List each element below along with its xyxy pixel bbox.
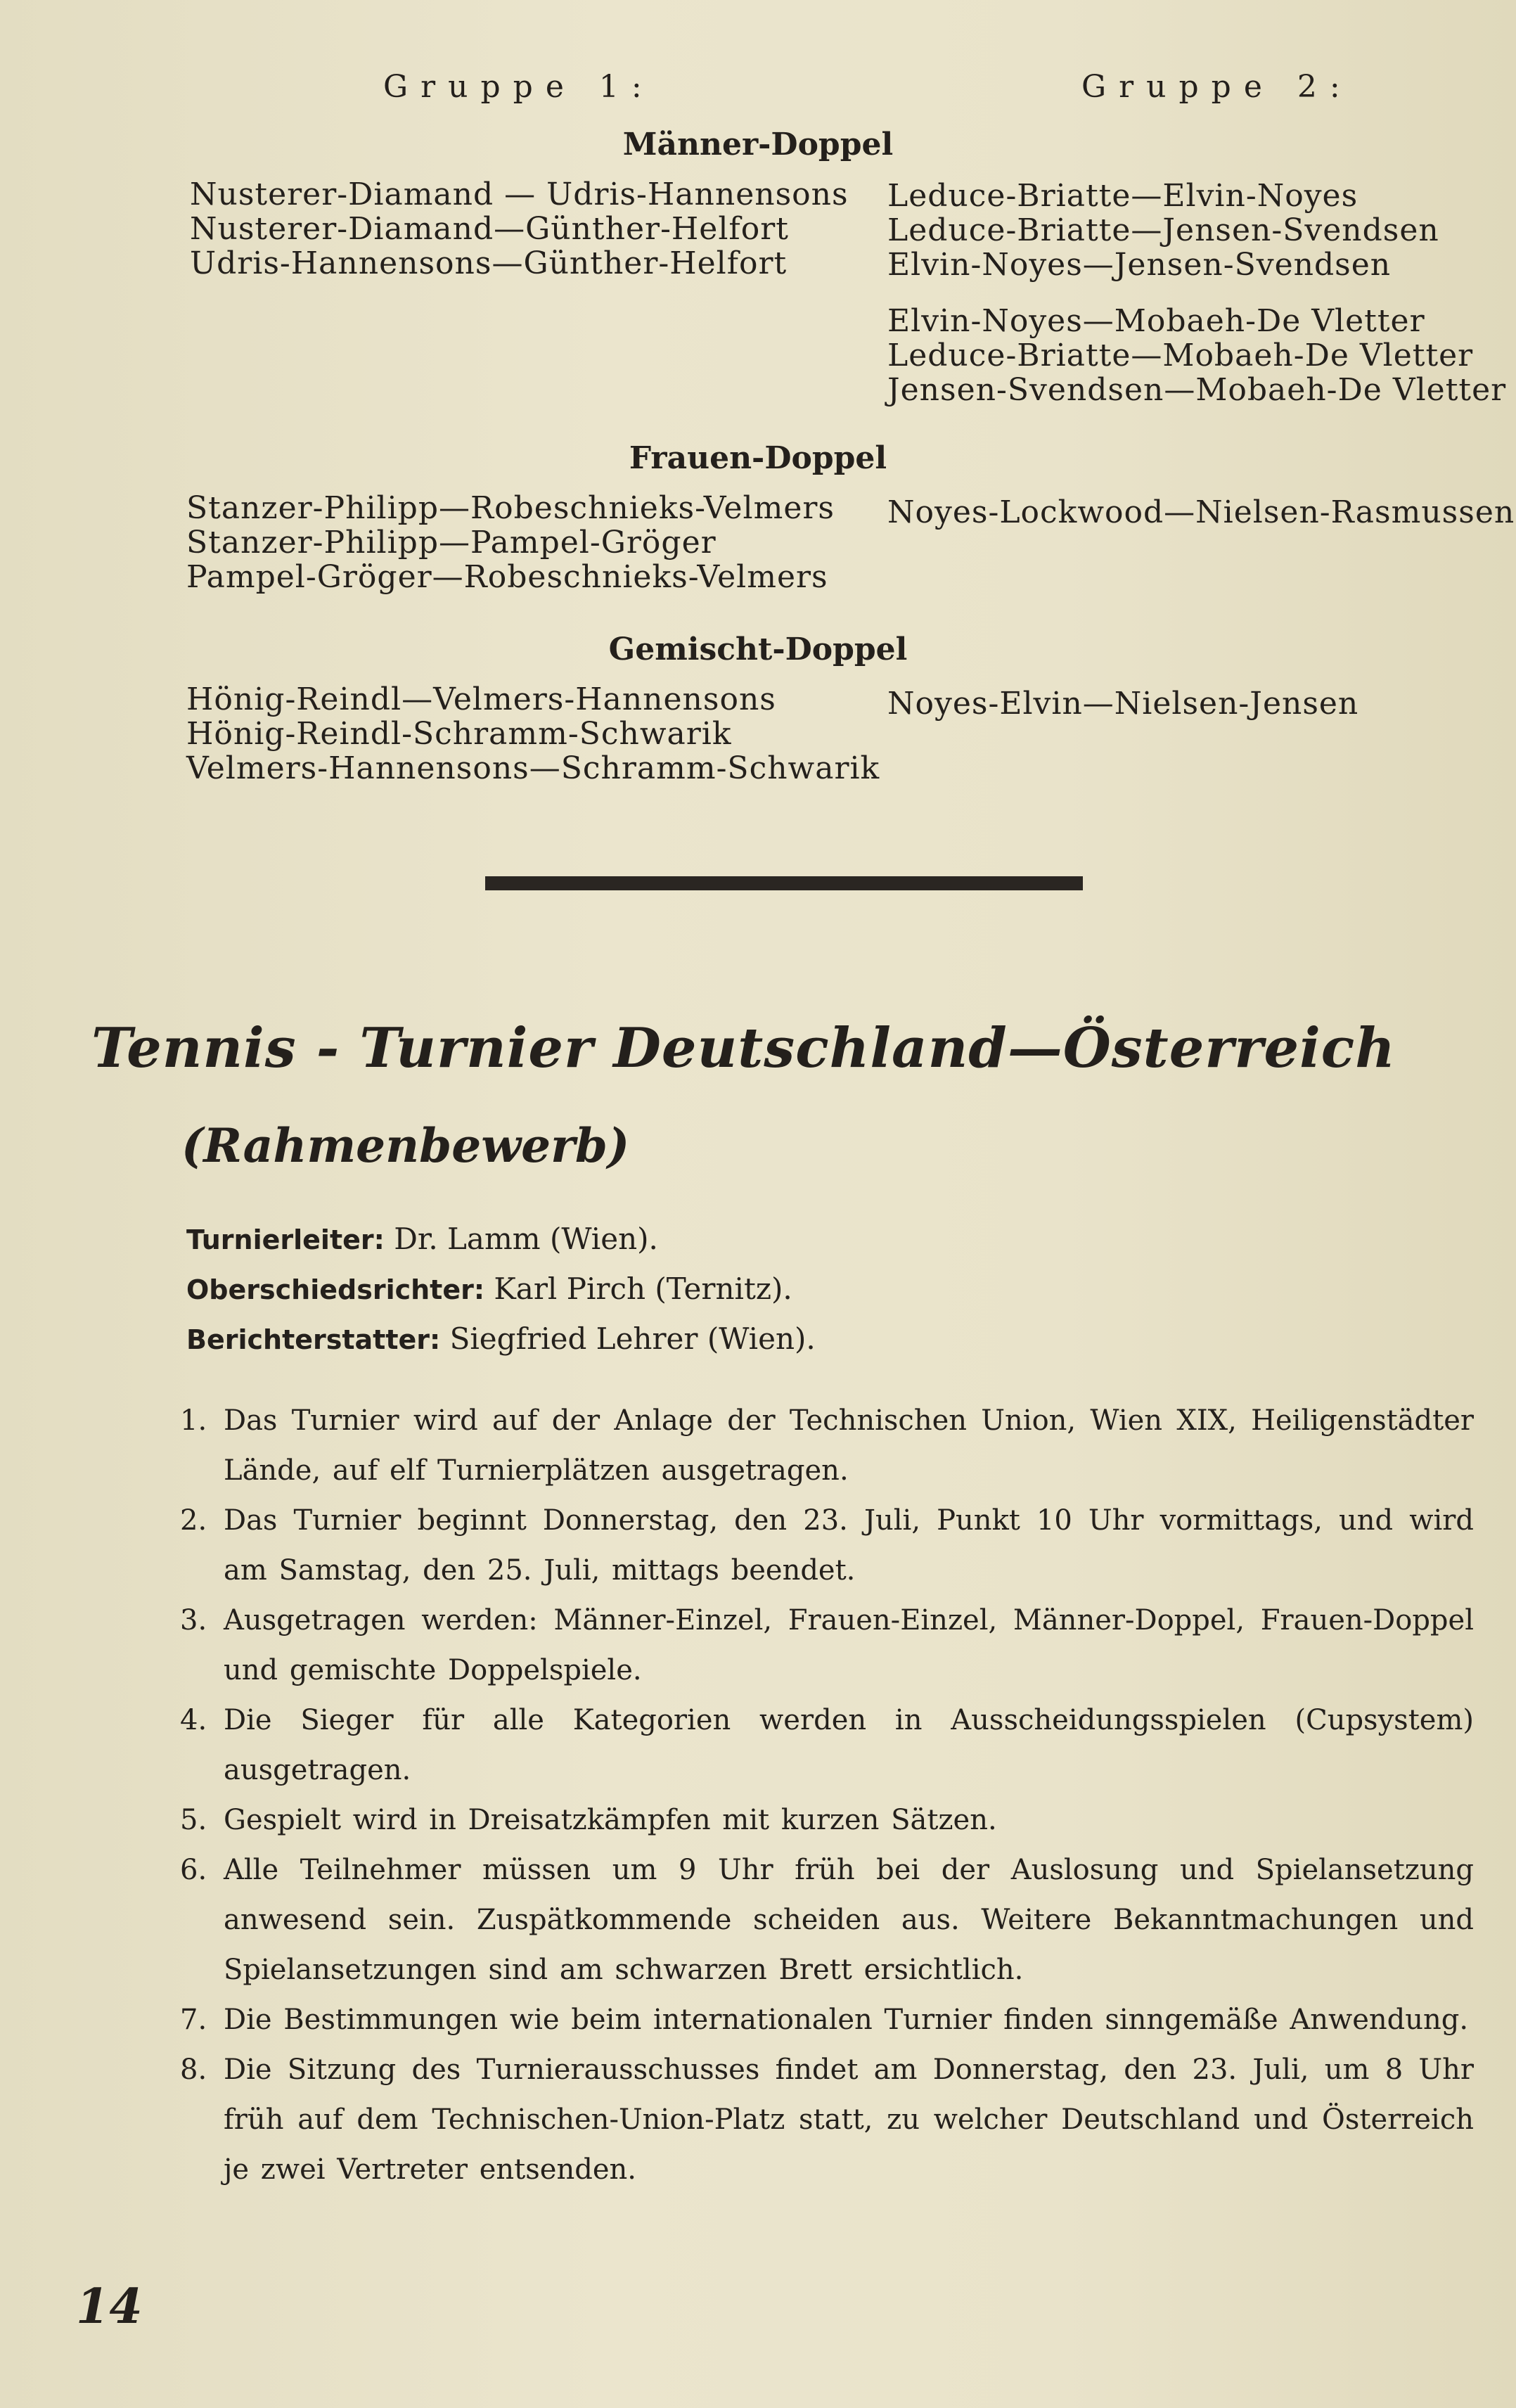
- official-value: Siegfried Lehrer (Wien).: [449, 1321, 816, 1356]
- list-item: Elvin-Noyes—Jensen-Svendsen: [887, 247, 1392, 283]
- maenner-doppel-group2-list: [887, 179, 1439, 282]
- section-heading-maenner-doppel: Männer-Doppel: [622, 127, 894, 162]
- rule-number: 8.: [180, 2054, 207, 2086]
- page-number: 14: [76, 2279, 143, 2335]
- rule-number: 2.: [180, 1504, 207, 1537]
- frauen-doppel-group1-list: [186, 491, 835, 594]
- rule-text: Das Turnier wird auf der Anlage der Technischen Union, Wien XIX, Heiligenstädter Lände, auf elf Turnierplätzen ausgetragen.: [224, 1404, 1474, 1487]
- list-item: Hönig-Reindl-Schramm-Schwarik: [186, 716, 732, 752]
- rule-number: 4.: [180, 1704, 207, 1736]
- list-item: Hönig-Reindl—Velmers-Hannensons: [186, 681, 776, 717]
- rule-number: 5.: [180, 1804, 207, 1836]
- list-item: Velmers-Hannensons—Schramm-Schwarik: [186, 750, 880, 786]
- official-value: Dr. Lamm (Wien).: [394, 1222, 658, 1256]
- rule-text: Die Sitzung des Turnierausschusses findet am Donnerstag, den 23. Juli, um 8 Uhr früh auf dem Technischen-Union-Platz statt, zu welcher Deutschland und Österreich je zwei Vertreter entsenden.: [224, 2054, 1474, 2186]
- list-item: Stanzer-Philipp—Pampel-Gröger: [186, 525, 717, 561]
- gemischt-doppel-group1-list: [186, 682, 880, 786]
- rules-list: [180, 1396, 1474, 2195]
- list-item: Leduce-Briatte—Mobaeh-De Vletter: [887, 338, 1474, 373]
- list-item: Leduce-Briatte—Elvin-Noyes: [887, 178, 1358, 214]
- tournament-title: Tennis - Turnier Deutschland—Österreich: [91, 1016, 1396, 1080]
- rule-text: Ausgetragen werden: Männer-Einzel, Frauen-Einzel, Männer-Doppel, Frauen-Doppel und gemischte Doppelspiele.: [224, 1604, 1474, 1686]
- maenner-doppel-group2-extra-list: [887, 304, 1506, 407]
- official-row: [186, 1264, 816, 1314]
- list-item: Pampel-Gröger—Robeschnieks-Velmers: [186, 559, 828, 595]
- rule-item: [180, 1496, 1474, 1596]
- rule-text: Das Turnier beginnt Donnerstag, den 23. Juli, Punkt 10 Uhr vormittags, und wird am Samstag, den 25. Juli, mittags beendet.: [224, 1504, 1474, 1587]
- list-item: Stanzer-Philipp—Robeschnieks-Velmers: [186, 490, 835, 526]
- list-item: Leduce-Briatte—Jensen-Svendsen: [887, 212, 1439, 248]
- list-item: Udris-Hannensons—Günther-Helfort: [190, 245, 788, 281]
- rule-item: [180, 1396, 1474, 1496]
- official-label: Berichterstatter:: [186, 1324, 441, 1355]
- maenner-doppel-group1-list: [190, 177, 849, 281]
- tournament-subtitle: (Rahmenbewerb): [181, 1118, 630, 1173]
- list-item: Nusterer-Diamand — Udris-Hannensons: [190, 177, 849, 212]
- rule-item: [180, 1845, 1474, 1995]
- rule-text: Gespielt wird in Dreisatzkämpfen mit kurzen Sätzen.: [224, 1804, 997, 1836]
- rule-item: [180, 1596, 1474, 1696]
- rule-item: [180, 2045, 1474, 2195]
- list-item: Jensen-Svendsen—Mobaeh-De Vletter: [887, 372, 1507, 408]
- group1-label: Gruppe 1:: [383, 69, 655, 105]
- section-heading-frauen-doppel: Frauen-Doppel: [629, 440, 887, 476]
- section-heading-gemischt-doppel: Gemischt-Doppel: [608, 632, 908, 667]
- officials-list: [186, 1214, 816, 1364]
- rule-number: 1.: [180, 1404, 207, 1437]
- rule-item: [180, 1696, 1474, 1795]
- list-item: Nusterer-Diamand—Günther-Helfort: [190, 211, 789, 247]
- section-divider: [485, 876, 1083, 890]
- list-item: Noyes-Lockwood—Nielsen-Rasmussen: [887, 494, 1515, 530]
- frauen-doppel-group2-list: [887, 495, 1515, 530]
- official-label: Oberschiedsrichter:: [186, 1274, 485, 1305]
- rule-text: Die Sieger für alle Kategorien werden in Ausscheidungsspielen (Cupsystem) ausgetragen.: [224, 1704, 1474, 1786]
- official-row: [186, 1214, 816, 1264]
- rule-number: 6.: [180, 1854, 207, 1886]
- rule-text: Alle Teilnehmer müssen um 9 Uhr früh bei der Auslosung und Spielansetzung anwesend sein. Zuspätkommende scheiden aus. Weitere Bekanntmachungen und Spielansetzungen sind am schwarzen Brett ersichtlich.: [224, 1854, 1474, 1986]
- gemischt-doppel-group2-list: [887, 686, 1358, 721]
- official-value: Karl Pirch (Ternitz).: [494, 1272, 792, 1306]
- list-item: Noyes-Elvin—Nielsen-Jensen: [887, 686, 1359, 722]
- list-item: Elvin-Noyes—Mobaeh-De Vletter: [887, 303, 1425, 339]
- rule-text: Die Bestimmungen wie beim internationalen Turnier finden sinngemäße Anwendung.: [224, 2004, 1469, 2036]
- group2-label: Gruppe 2:: [1081, 69, 1353, 105]
- official-row: [186, 1314, 816, 1364]
- rule-item: [180, 1995, 1474, 2045]
- rule-item: [180, 1795, 1474, 1845]
- official-label: Turnierleiter:: [186, 1224, 385, 1255]
- rule-number: 3.: [180, 1604, 207, 1637]
- rule-number: 7.: [180, 2004, 207, 2036]
